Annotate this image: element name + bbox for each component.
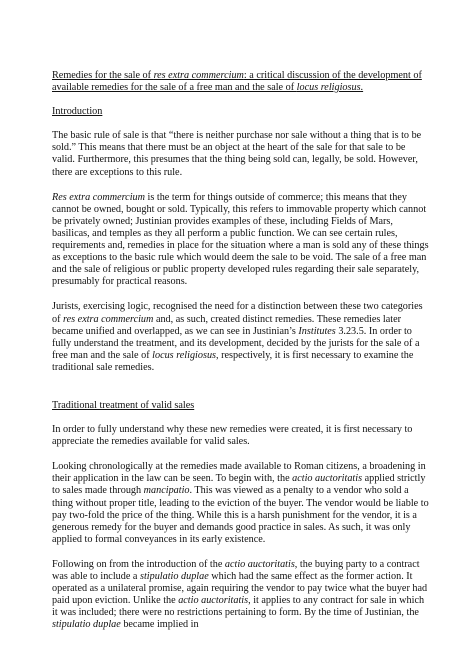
traditional-paragraph-3: Following on from the introduction of the actio auctoritatis, the buying party to a contract was able to include a stipulatio duplae which had the same effect as the former action. It operated as a unilateral promise, again requiring the vendor to pay twice what the buyer had paid upon eviction. Unlike the actio auctoritatis, it applies to any contract for sale in which it was included; there were no restrictions pertaining to form. By the time of Justinian, the stipulatio duplae became implied in xyxy=(52,558,428,631)
italic-term: actio auctoritatis xyxy=(292,473,363,485)
heading-traditional-treatment: Traditional treatment of valid sales xyxy=(52,399,195,411)
italic-term: stipulatio duplae xyxy=(139,571,209,582)
italic-term: actio auctoritatis xyxy=(178,595,249,607)
document-title: Remedies for the sale of res extra commercium: a critical discussion of the development of available remedies for the sale of a free man and the sale of locus religiosus. xyxy=(52,70,422,94)
italic-term: actio auctoritatis xyxy=(224,558,295,570)
italic-term: mancipatio xyxy=(143,485,190,497)
italic-term: Institutes xyxy=(298,325,336,337)
document-body xyxy=(52,70,430,644)
italic-term: locus religiosus xyxy=(152,349,217,361)
intro-paragraph-3: Jurists, exercising logic, recognised the need for a distinction between these two categories of res extra commercium and, as such, created distinct remedies. These remedies later became unified and overlapped, as we can see in Justinian’s Institutes 3.23.5. In order to fully understand the treatment, and its development, decided by the jurists for the sale of a free man and the sale of locus religiosus, respectively, it is first necessary to examine the traditional sale remedies. xyxy=(52,301,423,373)
italic-term: Res extra commercium xyxy=(52,191,145,203)
italic-term: locus religiosus xyxy=(296,82,361,94)
italic-term: res extra commercium xyxy=(63,313,154,325)
traditional-paragraph-1: In order to fully understand why these new remedies were created, it is first necessary to appreciate the remedies available for valid sales. xyxy=(52,424,413,448)
heading-introduction: Introduction xyxy=(52,106,103,118)
intro-paragraph-1: The basic rule of sale is that “there is neither purchase nor sale without a thing that is to be sold.” This means that there must be an object at the heart of the sale for that sale to be valid. Furthermore, this presumes that the thing being sold can, legally, be sold. However, there are exceptions to this rule. xyxy=(52,130,422,178)
italic-term: stipulatio duplae xyxy=(52,619,121,631)
intro-paragraph-2: Res extra commercium is the term for things outside of commerce; this means that they cannot be owned, bought or sold. Typically, this refers to immovable property which cannot be privately owned; Justinian provides examples of these, including Fields of Mars, basilicas, and temples as they all perform a public function. We can see certain rules, requirements and, remedies in place for the situation where a man is sold any of these things as exceptions to the basic rule which would deem the sale to be void. The sale of a free man and the sale of religious or public property developed rules regarding their sale separately, presumably for practical reasons. xyxy=(52,191,429,288)
italic-term: res extra commercium xyxy=(153,70,244,81)
traditional-paragraph-2: Looking chronologically at the remedies made available to Roman citizens, a broadening in their application in the law can be seen. To begin with, the actio auctoritatis applied strictly to sales made through mancipatio. This was viewed as a penalty to a vendor who sold a thing without proper title, leading to the eviction of the buyer. The vendor would be liable to pay two-fold the price of the thing. While this is a harsh punishment for the vendor, it is a generous remedy for the buyer and demands good practice in sales. As such, it was only applied to formal conveyances in its early existence. xyxy=(52,461,429,545)
